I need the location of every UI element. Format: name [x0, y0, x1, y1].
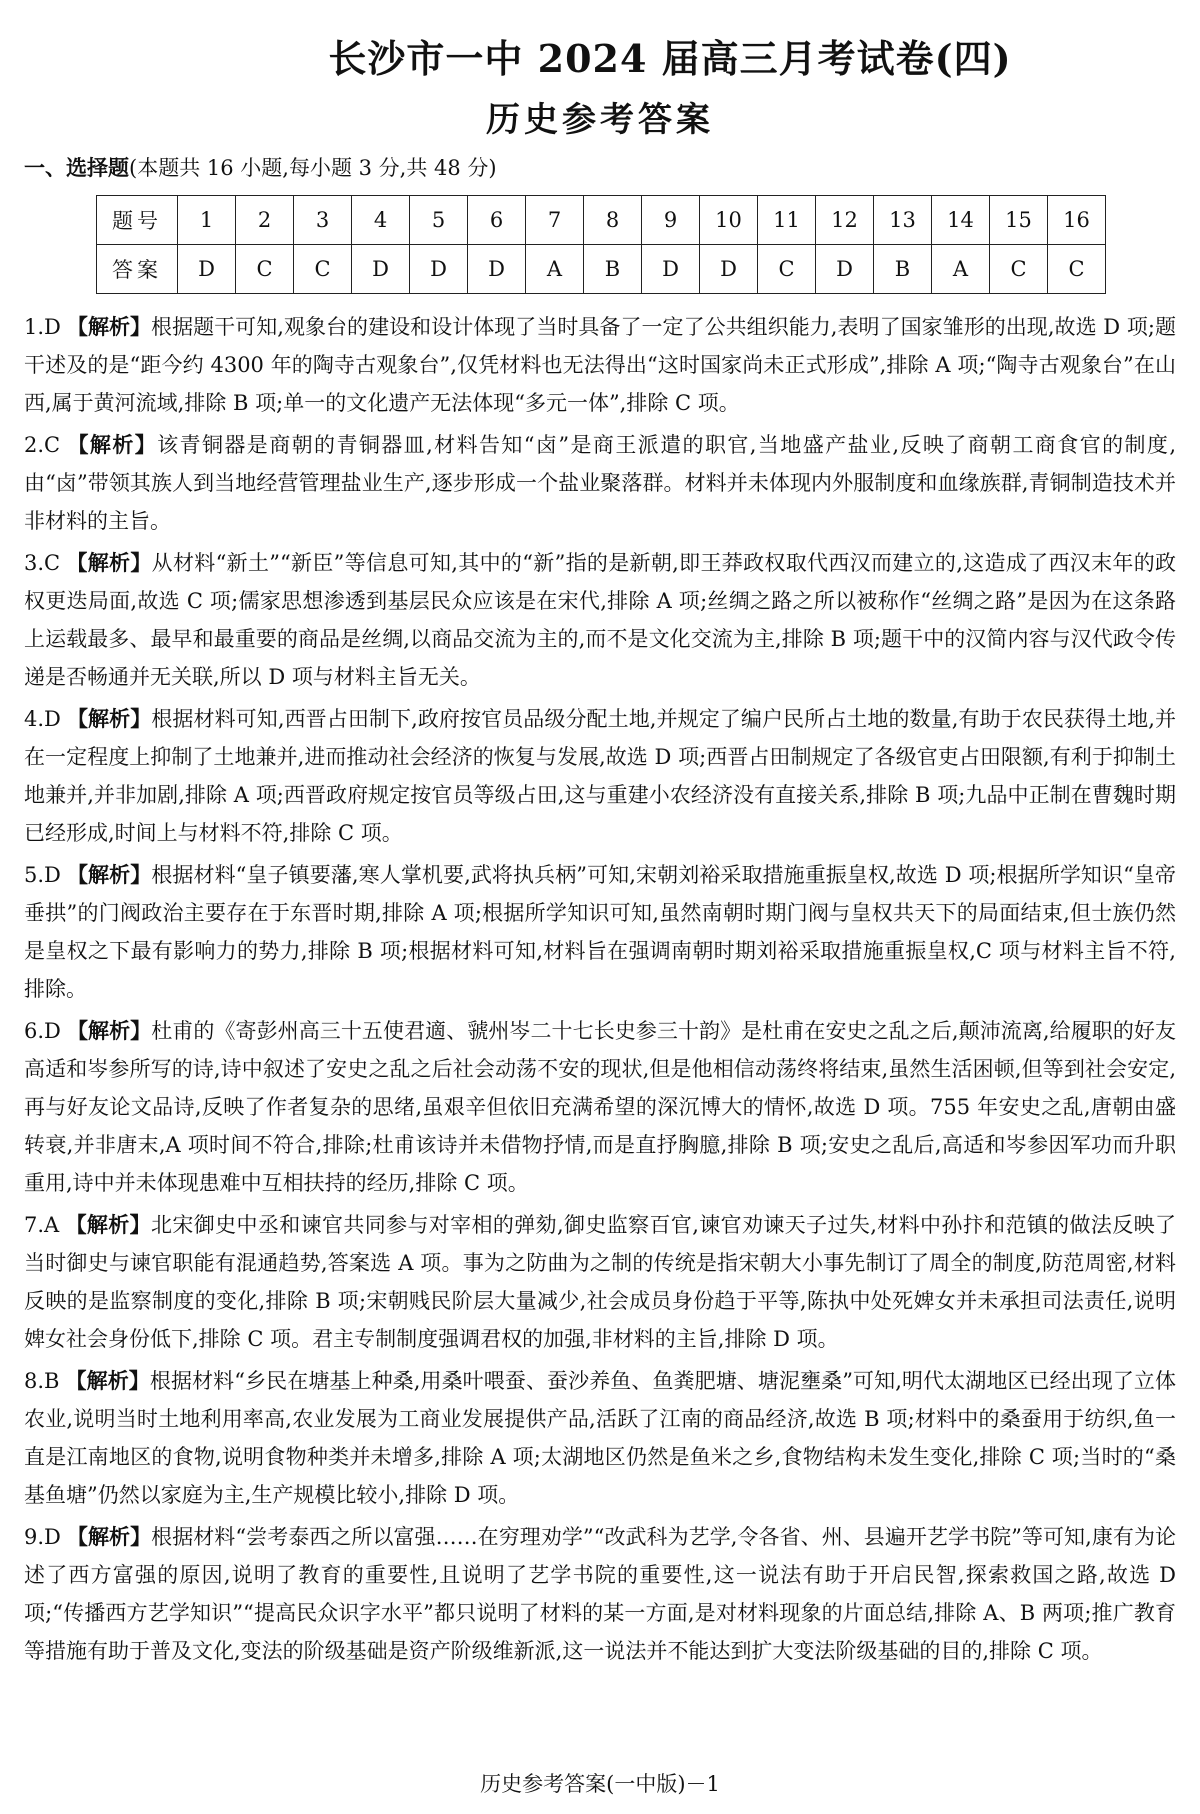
question-number-cell: 8 — [584, 196, 642, 245]
item-text: 该青铜器是商朝的青铜器皿,材料告知“卤”是商王派遣的职官,当地盛产盐业,反映了商朝工商食官的制度,由“卤”带领其族人到当地经营管理盐业生产,逐步形成一个盐业聚落群。材料并未体现内外服制度和血缘族群,青铜制造技术并非材料的主旨。 — [24, 433, 1177, 533]
answer-cell: A — [932, 245, 990, 294]
item-text: 从材料“新土”“新臣”等信息可知,其中的“新”指的是新朝,即王莽政权取代西汉而建立的,这造成了西汉末年的政权更迭局面,故选 C 项;儒家思想渗透到基层民众应该是在宋代,排除 A 项;丝绸之路之所以被称作“丝绸之路”是因为在这条路上运载最多、最早和最重要的商品是丝绸,以商品交流为主的,而不是文化交流为主,排除 B 项;题干中的汉简内容与汉代政令传递是否畅通并无关联,所以 D 项与材料主旨无关。 — [24, 551, 1177, 689]
answer-cell: D — [352, 245, 410, 294]
item-number: 4.D — [24, 707, 61, 731]
item-number: 6.D — [24, 1019, 61, 1043]
question-number-cell: 12 — [816, 196, 874, 245]
answer-cell: B — [584, 245, 642, 294]
question-number-header: 题号 — [97, 196, 178, 245]
item-text: 根据材料“皇子镇要藩,寒人掌机要,武将执兵柄”可知,宋朝刘裕采取措施重振皇权,故选 D 项;根据所学知识“皇帝垂拱”的门阀政治主要存在于东晋时期,排除 A 项;根据所学知识可知,虽然南朝时期门阀与皇权共天下的局面结束,但士族仍然是皇权之下最有影响力的势力,排除 B 项;根据材料可知,材料旨在强调南朝时期刘裕采取措施重振皇权,C 项与材料主旨不符,排除。 — [24, 863, 1177, 1001]
explanation-item — [24, 308, 1176, 422]
explanation-item — [24, 1362, 1176, 1514]
answer-cell: C — [1048, 245, 1106, 294]
question-number-cell: 15 — [990, 196, 1048, 245]
analysis-tag: 【解析】 — [66, 432, 158, 457]
explanation-list — [24, 308, 1176, 1674]
answer-cell: C — [236, 245, 294, 294]
explanation-item — [24, 544, 1176, 696]
section-note: (本题共 16 小题,每小题 3 分,共 48 分) — [129, 156, 497, 180]
question-number-cell: 6 — [468, 196, 526, 245]
question-number-cell: 5 — [410, 196, 468, 245]
answer-cell: C — [990, 245, 1048, 294]
section-label: 一、选择题 — [24, 155, 129, 180]
item-number: 2.C — [24, 433, 61, 457]
question-number-cell: 3 — [294, 196, 352, 245]
answer-cell: A — [526, 245, 584, 294]
analysis-tag: 【解析】 — [66, 706, 152, 731]
page-footer: 历史参考答案(一中版)－1 — [480, 1772, 720, 1796]
page-title: 长沙市一中 2024 届高三月考试卷(四) — [328, 36, 1012, 81]
question-number-cell: 10 — [700, 196, 758, 245]
question-number-cell: 4 — [352, 196, 410, 245]
explanation-item — [24, 426, 1176, 540]
analysis-tag: 【解析】 — [65, 1212, 152, 1237]
explanation-item — [24, 1206, 1176, 1358]
answer-cell: D — [410, 245, 468, 294]
answer-header: 答案 — [97, 245, 178, 294]
page-subtitle: 历史参考答案 — [486, 100, 714, 140]
answer-cell: C — [294, 245, 352, 294]
answer-cell: D — [178, 245, 236, 294]
answer-cell: B — [874, 245, 932, 294]
answer-cell: C — [758, 245, 816, 294]
item-text: 北宋御史中丞和谏官共同参与对宰相的弹劾,御史监察百官,谏官劝谏天子过失,材料中孙抃和范镇的做法反映了当时御史与谏官职能有混通趋势,答案选 A 项。事为之防曲为之制的传统是指宋朝大小事先制订了周全的制度,防范周密,材料反映的是监察制度的变化,排除 B 项;宋朝贱民阶层大量减少,社会成员身份趋于平等,陈执中处死婢女并未承担司法责任,说明婢女社会身份低下,排除 C 项。君主专制制度强调君权的加强,非材料的主旨,排除 D 项。 — [24, 1213, 1177, 1351]
item-number: 7.A — [24, 1213, 60, 1237]
analysis-tag: 【解析】 — [66, 314, 152, 339]
section-heading — [24, 152, 497, 182]
item-number: 9.D — [24, 1525, 61, 1549]
question-number-cell: 9 — [642, 196, 700, 245]
analysis-tag: 【解析】 — [66, 550, 152, 575]
explanation-item — [24, 856, 1176, 1008]
item-text: 根据材料“尝考泰西之所以富强……在穷理劝学”“改武科为艺学,令各省、州、县遍开艺学书院”等可知,康有为论述了西方富强的原因,说明了教育的重要性,且说明了艺学书院的重要性,这一说法有助于开启民智,探索救国之路,故选 D 项;“传播西方艺学知识”“提高民众识字水平”都只说明了材料的某一方面,是对材料现象的片面总结,排除 A、B 两项;推广教育等措施有助于普及文化,变法的阶级基础是资产阶级维新派,这一说法并不能达到扩大变法阶级基础的目的,排除 C 项。 — [24, 1525, 1176, 1663]
explanation-item — [24, 700, 1176, 852]
item-number: 3.C — [24, 551, 61, 575]
analysis-tag: 【解析】 — [65, 1368, 150, 1393]
answer-cell: D — [816, 245, 874, 294]
question-number-cell: 1 — [178, 196, 236, 245]
item-text: 根据材料“乡民在塘基上种桑,用桑叶喂蚕、蚕沙养鱼、鱼粪肥塘、塘泥壅桑”可知,明代太湖地区已经出现了立体农业,说明当时土地利用率高,农业发展为工商业发展提供产品,活跃了江南的商品经济,故选 B 项;材料中的桑蚕用于纺织,鱼一直是江南地区的食物,说明食物种类并未增多,排除 A 项;太湖地区仍然是鱼米之乡,食物结构未发生变化,排除 C 项;当时的“桑基鱼塘”仍然以家庭为主,生产规模比较小,排除 D 项。 — [24, 1369, 1176, 1507]
question-number-row — [97, 196, 1106, 245]
item-number: 5.D — [24, 863, 61, 887]
item-number: 1.D — [24, 315, 61, 339]
question-number-cell: 14 — [932, 196, 990, 245]
item-number: 8.B — [24, 1369, 60, 1393]
question-number-cell: 2 — [236, 196, 294, 245]
answer-cell: D — [700, 245, 758, 294]
analysis-tag: 【解析】 — [66, 1524, 152, 1549]
analysis-tag: 【解析】 — [66, 1018, 152, 1043]
answer-row — [97, 245, 1106, 294]
answer-cell: D — [468, 245, 526, 294]
question-number-cell: 11 — [758, 196, 816, 245]
question-number-cell: 13 — [874, 196, 932, 245]
item-text: 根据材料可知,西晋占田制下,政府按官员品级分配土地,并规定了编户民所占土地的数量,有助于农民获得土地,并在一定程度上抑制了土地兼并,进而推动社会经济的恢复与发展,故选 D 项;西晋占田制规定了各级官吏占田限额,有利于抑制土地兼并,并非加剧,排除 A 项;西晋政府规定按官员等级占田,这与重建小农经济没有直接关系,排除 B 项;九品中正制在曹魏时期已经形成,时间上与材料不符,排除 C 项。 — [24, 707, 1177, 845]
item-text: 杜甫的《寄彭州高三十五使君適、虢州岑二十七长史参三十韵》是杜甫在安史之乱之后,颠沛流离,给履职的好友高适和岑参所写的诗,诗中叙述了安史之乱之后社会动荡不安的现状,但是他相信动荡终将结束,虽然生活困顿,但等到社会安定,再与好友论文品诗,反映了作者复杂的思绪,虽艰辛但依旧充满希望的深沉博大的情怀,故选 D 项。755 年安史之乱,唐朝由盛转衰,并非唐末,A 项时间不符合,排除;杜甫该诗并未借物抒情,而是直抒胸臆,排除 B 项;安史之乱后,高适和岑参因军功而升职重用,诗中并未体现患难中互相扶持的经历,排除 C 项。 — [24, 1019, 1176, 1195]
question-number-cell: 7 — [526, 196, 584, 245]
question-number-cell: 16 — [1048, 196, 1106, 245]
explanation-item — [24, 1518, 1176, 1670]
item-text: 根据题干可知,观象台的建设和设计体现了当时具备了一定了公共组织能力,表明了国家雏形的出现,故选 D 项;题干述及的是“距今约 4300 年的陶寺古观象台”,仅凭材料也无法得出“这时国家尚未正式形成”,排除 A 项;“陶寺古观象台”在山西,属于黄河流域,排除 B 项;单一的文化遗产无法体现“多元一体”,排除 C 项。 — [24, 315, 1176, 415]
analysis-tag: 【解析】 — [66, 862, 152, 887]
answer-cell: D — [642, 245, 700, 294]
answer-table — [96, 195, 1106, 294]
explanation-item — [24, 1012, 1176, 1202]
